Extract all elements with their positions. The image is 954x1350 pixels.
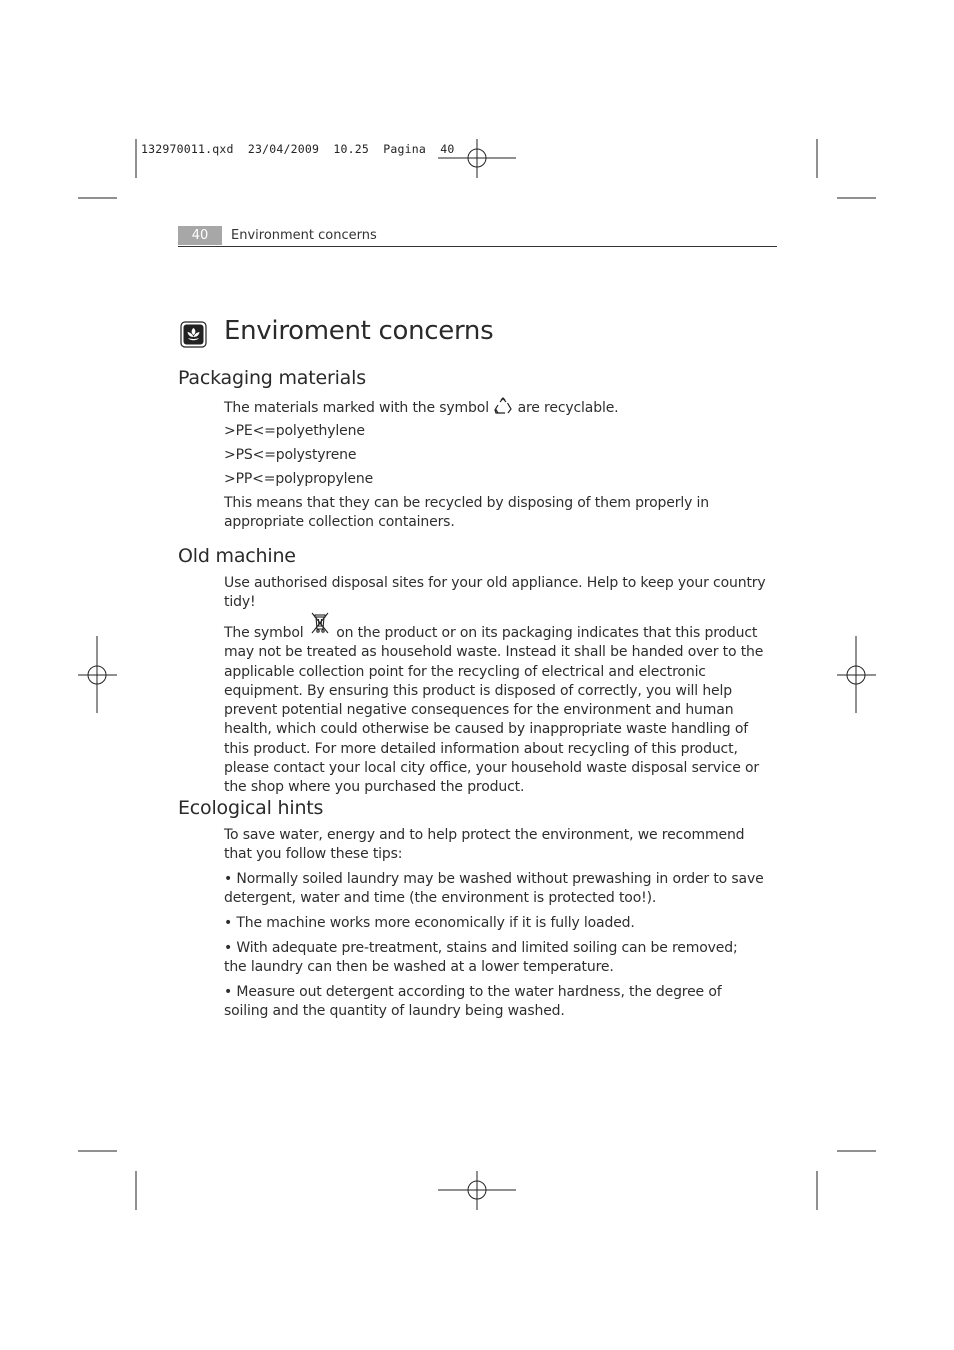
page-number: 40 <box>178 226 222 245</box>
section-heading-packaging: Packaging materials <box>178 367 366 389</box>
flower-eco-icon <box>180 321 207 348</box>
running-title: Environment concerns <box>231 228 377 243</box>
packaging-intro-before: The materials marked with the symbol <box>224 400 489 416</box>
ecological-tip-2: • The machine works more economically if it is fully loaded. <box>224 915 635 931</box>
crossed-bin-icon <box>308 611 332 635</box>
packaging-intro <box>224 397 776 418</box>
recycle-icon <box>493 397 513 416</box>
print-slug: 132970011.qxd 23/04/2009 10.25 Pagina 40 <box>141 142 455 156</box>
running-header <box>178 226 777 247</box>
old-machine-p2 <box>224 611 776 798</box>
packaging-intro-after: are recyclable. <box>517 400 619 416</box>
old-machine-p1: Use authorised disposal sites for your old appliance. Help to keep your country tidy! <box>224 575 766 611</box>
ecological-intro: To save water, energy and to help protect the environment, we recommend that you follow these tips: <box>224 827 745 863</box>
old-machine-p2-before: The symbol <box>224 625 304 641</box>
material-pe: >PE<=polyethylene <box>224 423 365 439</box>
material-ps: >PS<=polystyrene <box>224 447 357 463</box>
section-heading-ecological: Ecological hints <box>178 797 324 819</box>
section-heading-old-machine: Old machine <box>178 545 296 567</box>
ecological-tip-4: • Measure out detergent according to the water hardness, the degree of soiling and the quantity of laundry being washed. <box>224 984 722 1020</box>
ecological-tip-3: • With adequate pre-treatment, stains and limited soiling can be removed; the laundry can then be washed at a lower temperature. <box>224 940 738 976</box>
old-machine-p2-after: on the product or on its packaging indicates that this product may not be treated as household waste. Instead it shall be handed over to the applicable collection point for the recycling of electrical and electronic equipment. By ensuring this product is disposed of correctly, you will help prevent potential negative consequences for the environment and human health, which could otherwise be caused by inappropriate waste handling of this product. For more detailed information about recycling of this product, please contact your local city office, your household waste disposal service or the shop where you purchased the product. <box>224 625 764 796</box>
page-title: Enviroment concerns <box>224 316 494 346</box>
packaging-note: This means that they can be recycled by disposing of them properly in appropriate collection containers. <box>224 495 709 531</box>
ecological-tip-1: • Normally soiled laundry may be washed without prewashing in order to save detergent, water and time (the environment is protected too!). <box>224 871 764 907</box>
material-pp: >PP<=polypropylene <box>224 471 374 487</box>
